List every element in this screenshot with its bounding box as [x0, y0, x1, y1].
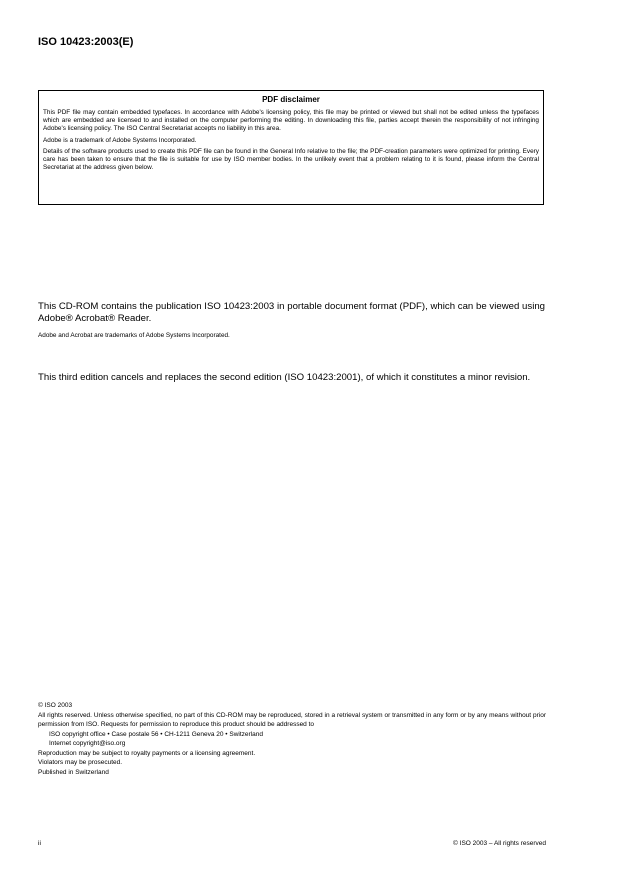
- royalty-note: Reproduction may be subject to royalty payments or a licensing agreement.: [38, 749, 256, 757]
- document-id: ISO 10423:2003(E): [38, 36, 134, 48]
- page-number: ii: [38, 840, 41, 847]
- copyright-block: [38, 701, 546, 777]
- copyright-internet: Internet copyright@iso.org: [49, 740, 126, 747]
- disclaimer-paragraph-1: This PDF file may contain embedded typefaces. In accordance with Adobe's licensing policy, this file may be printed or viewed but shall not be edited unless the typefaces which are embedded are licensed to and installed on the computer performing the editing. In downloading this file, parties accept therein the responsibility of not infringing Adobe's licensing policy. The ISO Central Secretariat accepts no liability in this area.: [43, 109, 539, 133]
- pdf-disclaimer-box: [38, 90, 544, 205]
- copyright-line: © ISO 2003: [38, 702, 73, 709]
- violators-note: Violators may be prosecuted.: [38, 759, 123, 766]
- copyright-office-address: ISO copyright office • Case postale 56 • CH-1211 Geneva 20 • Switzerland: [49, 730, 263, 738]
- rights-paragraph: All rights reserved. Unless otherwise specified, no part of this CD-ROM may be reproduced, stored in a retrieval system or transmitted in any form or by any means without prior permission from ISO. Requests for permission to reproduce this product should be addressed to: [38, 711, 546, 728]
- disclaimer-paragraph-2: Adobe is a trademark of Adobe Systems Incorporated.: [43, 136, 197, 144]
- disclaimer-title: PDF disclaimer: [262, 95, 320, 104]
- footer-rights: © ISO 2003 – All rights reserved: [453, 840, 546, 847]
- cdrom-paragraph: This CD-ROM contains the publication ISO 10423:2003 in portable document format (PDF), which can be viewed using Adobe® Acrobat® Reader.: [38, 301, 545, 324]
- page-footer: [38, 840, 546, 847]
- disclaimer-paragraph-3: Details of the software products used to create this PDF file can be found in the General Info relative to the file; the PDF-creation parameters were optimized for printing. Every care has been taken to ensure that the file is suitable for use by ISO member bodies. In the unlikely event that a problem relating to it is found, please inform the Central Secretariat at the address given below.: [43, 147, 539, 172]
- published-note: Published in Switzerland: [38, 768, 109, 776]
- edition-paragraph: This third edition cancels and replaces the second edition (ISO 10423:2001), of which it constitutes a minor revision.: [38, 372, 531, 383]
- trademark-note: Adobe and Acrobat are trademarks of Adobe Systems Incorporated.: [38, 332, 230, 339]
